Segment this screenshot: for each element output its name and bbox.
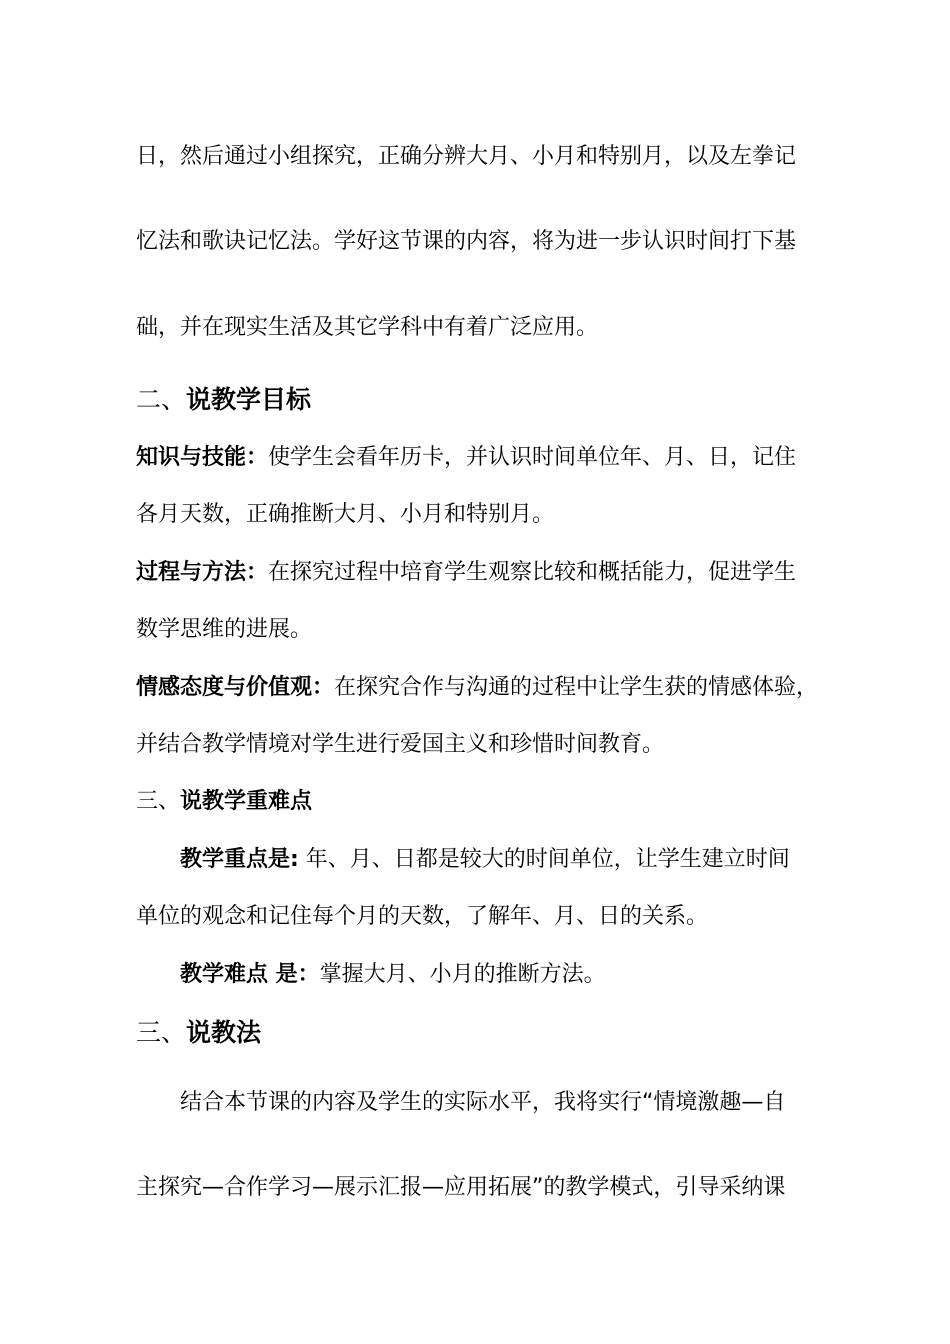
methods-line-2: 主探究—合作学习—展示汇报—应用拓展”的教学模式，引导采纳课 [136,1175,786,1200]
section-heading-key-points [136,787,312,817]
objective-label: 情感态度与价值观： [136,675,335,700]
intro-line-3: 础，并在现实生活及其它学科中有着广泛应用。 [136,315,599,340]
intro-line-2: 忆法和歌诀记忆法。学好这节课的内容，将为进一步认识时间打下基 [136,229,797,254]
section-number: 三、 [136,789,181,814]
section-heading-objectives [136,383,311,417]
difficulty-text: 掌握大月、小月的推断方法。 [319,962,606,987]
difficulty-label: 教学难点 是： [180,962,320,987]
methods-line-1: 结合本节课的内容及学生的实际水平，我将实行“情境激趣—自 [180,1090,786,1115]
objective-knowledge-line-1 [136,443,826,473]
section-heading-methods [136,1016,261,1050]
objective-knowledge-line-2: 各月天数，正确推断大月、小月和特别月。 [136,502,555,527]
objective-emotion-line-2: 并结合教学情境对学生进行爱国主义和珍惜时间教育。 [136,732,665,757]
objective-label: 过程与方法： [136,560,269,585]
section-title: 说教法 [186,1018,262,1047]
objective-text: 在探究合作与沟通的过程中让学生获的情感体验， [334,675,819,700]
section-number: 二、 [136,385,187,414]
objective-label: 知识与技能： [136,445,269,470]
objective-process-line-1 [136,558,826,588]
key-point-label: 教学重点是: [180,847,299,872]
difficulty-line-1 [180,960,826,990]
objective-text: 使学生会看年历卡，并认识时间单位年、月、日，记住 [268,445,797,470]
objective-emotion-line-1 [136,673,826,703]
section-title: 说教学目标 [186,385,312,414]
key-point-line-1 [180,845,826,875]
key-point-text: 年、月、日都是较大的时间单位，让学生建立时间 [298,847,790,872]
section-title: 说教学重难点 [180,789,313,814]
objective-text: 在探究过程中培育学生观察比较和概括能力，促进学生 [268,560,797,585]
key-point-line-2: 单位的观念和记住每个月的天数，了解年、月、日的关系。 [136,904,709,929]
section-number: 三、 [136,1018,187,1047]
objective-process-line-2: 数学思维的进展。 [136,617,313,642]
intro-line-1: 日，然后通过小组探究，正确分辨大月、小月和特别月，以及左拳记 [136,144,797,169]
